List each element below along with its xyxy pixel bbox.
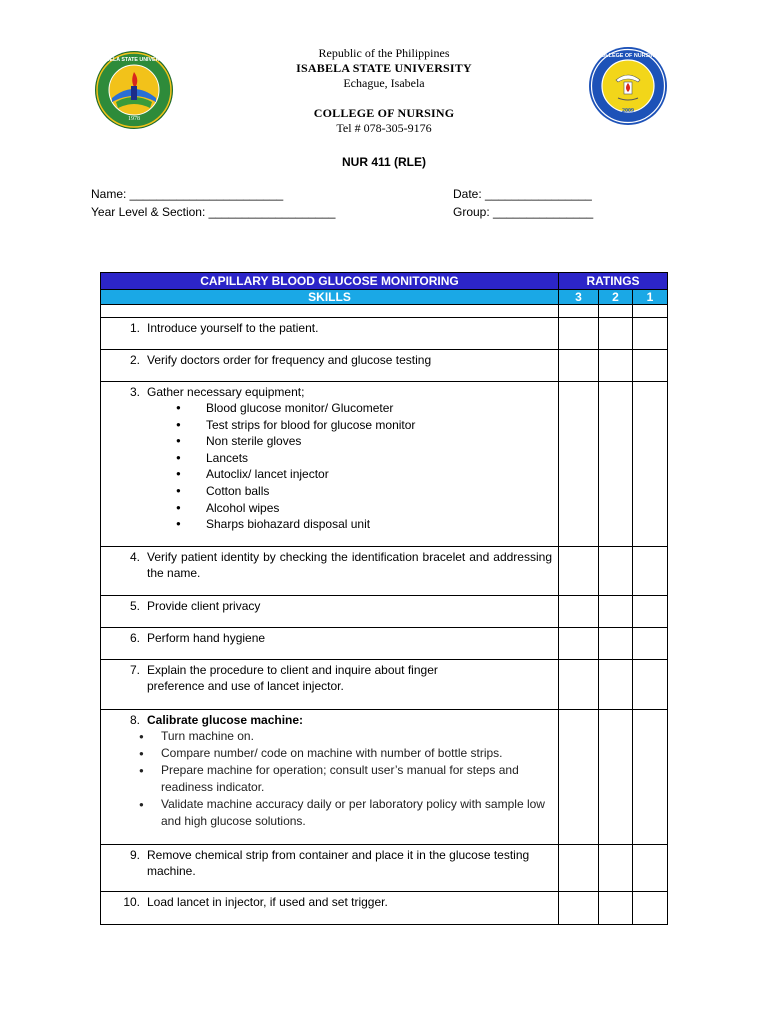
list-item: ● Alcohol wipes	[176, 500, 552, 517]
college-block	[0, 106, 768, 136]
table-row	[101, 628, 668, 660]
list-item: ● Test strips for blood for glucose monitor	[176, 417, 552, 434]
table-row	[101, 350, 668, 382]
course-code: NUR 411 (RLE)	[341, 155, 427, 169]
rating-cell[interactable]	[599, 318, 633, 350]
step-number: 1.	[129, 321, 140, 335]
rating-cell[interactable]	[559, 596, 599, 628]
step-number: 9.	[129, 848, 140, 862]
table-row	[101, 382, 668, 547]
step-text: Provide client privacy	[147, 599, 261, 613]
step-number: 4.	[129, 550, 140, 564]
rating-cell[interactable]	[633, 845, 668, 892]
table-row	[101, 547, 668, 596]
equipment-list	[109, 400, 552, 533]
rating-cell[interactable]	[559, 710, 599, 845]
svg-text:COLLEGE OF NURSING: COLLEGE OF NURSING	[597, 53, 659, 59]
table-row	[101, 892, 668, 925]
ratings-header: RATINGS	[559, 273, 668, 290]
svg-text:2009: 2009	[622, 108, 634, 114]
table-row	[101, 710, 668, 845]
list-item: ● Prepare machine for operation; consult user’s manual for steps and readiness indicator.	[131, 762, 552, 796]
rating-cell[interactable]	[633, 547, 668, 596]
rating-cell[interactable]	[599, 547, 633, 596]
rating-cell[interactable]	[599, 382, 633, 547]
rating-cell[interactable]	[633, 596, 668, 628]
rating-cell[interactable]	[559, 628, 599, 660]
list-item: ● Validate machine accuracy daily or per laboratory policy with sample low and high glucose solutions.	[131, 796, 552, 830]
university-location: Echague, Isabela	[343, 76, 425, 90]
checklist-title: CAPILLARY BLOOD GLUCOSE MONITORING	[101, 273, 559, 290]
skills-checklist-table	[100, 272, 668, 925]
rating-cell[interactable]	[633, 305, 668, 318]
step-number: 2.	[129, 353, 140, 367]
rating-cell[interactable]	[633, 660, 668, 710]
step-text: Gather necessary equipment;	[147, 385, 305, 399]
step-text: Remove chemical strip from container and place it in the glucose testing machine.	[147, 848, 530, 878]
rating-cell[interactable]	[599, 660, 633, 710]
step-text: Verify patient identity by checking the identification bracelet and addressing the name.	[147, 550, 552, 580]
step-text: Calibrate glucose machine:	[147, 713, 304, 727]
letterhead	[0, 46, 768, 91]
rating-cell[interactable]	[559, 892, 599, 925]
list-item: ● Cotton balls	[176, 483, 552, 500]
rating-2-header: 2	[599, 290, 633, 305]
step-number: 6.	[129, 631, 140, 645]
rating-cell[interactable]	[559, 318, 599, 350]
list-item: ● Turn machine on.	[131, 728, 552, 745]
svg-text:ISABELA STATE UNIVERSITY: ISABELA STATE UNIVERSITY	[96, 57, 172, 63]
rating-cell[interactable]	[559, 305, 599, 318]
table-row	[101, 596, 668, 628]
rating-cell[interactable]	[633, 892, 668, 925]
rating-cell[interactable]	[559, 350, 599, 382]
step-text: Introduce yourself to the patient.	[147, 321, 319, 335]
rating-cell[interactable]	[599, 710, 633, 845]
rating-cell[interactable]	[633, 318, 668, 350]
step-text: Verify doctors order for frequency and glucose testing	[147, 353, 432, 367]
step-text: Load lancet in injector, if used and set trigger.	[147, 895, 388, 909]
rating-cell[interactable]	[633, 628, 668, 660]
step-text: Perform hand hygiene	[147, 631, 266, 645]
rating-1-header: 1	[633, 290, 668, 305]
step-text: Explain the procedure to client and inquire about finger preference and use of lancet injector.	[147, 663, 438, 693]
list-item: ● Lancets	[176, 450, 552, 467]
year-level-section-field[interactable]: Year Level & Section: ___________________	[91, 205, 336, 219]
republic-line: Republic of the Philippines	[318, 46, 450, 60]
rating-cell[interactable]	[633, 382, 668, 547]
list-item: ● Sharps biohazard disposal unit	[176, 516, 552, 533]
table-row	[101, 845, 668, 892]
rating-cell[interactable]	[599, 305, 633, 318]
name-field[interactable]: Name: _______________________	[91, 187, 284, 201]
rating-cell[interactable]	[599, 596, 633, 628]
spacer-row	[101, 305, 668, 318]
rating-3-header: 3	[559, 290, 599, 305]
rating-cell[interactable]	[599, 845, 633, 892]
list-item: ● Compare number/ code on machine with number of bottle strips.	[131, 745, 552, 762]
rating-cell[interactable]	[633, 710, 668, 845]
rating-cell[interactable]	[633, 350, 668, 382]
rating-cell[interactable]	[599, 628, 633, 660]
rating-cell[interactable]	[559, 547, 599, 596]
rating-cell[interactable]	[559, 660, 599, 710]
rating-cell[interactable]	[599, 892, 633, 925]
college-telephone: Tel # 078-305-9176	[336, 121, 432, 135]
svg-text:1978: 1978	[128, 116, 140, 122]
table-row	[101, 660, 668, 710]
step-number: 10.	[123, 895, 140, 909]
rating-cell[interactable]	[559, 845, 599, 892]
college-name: COLLEGE OF NURSING	[313, 106, 455, 120]
list-item: ● Blood glucose monitor/ Glucometer	[176, 400, 552, 417]
table-row	[101, 318, 668, 350]
step-number: 7.	[129, 663, 140, 677]
skills-header: SKILLS	[101, 290, 559, 305]
step-number: 5.	[129, 599, 140, 613]
list-item: ● Autoclix/ lancet injector	[176, 466, 552, 483]
calibration-list	[109, 728, 552, 830]
university-name: ISABELA STATE UNIVERSITY	[296, 61, 472, 75]
group-field[interactable]: Group: _______________	[453, 205, 594, 219]
rating-cell[interactable]	[599, 350, 633, 382]
step-number: 8.	[129, 713, 140, 727]
rating-cell[interactable]	[559, 382, 599, 547]
step-number: 3.	[129, 385, 140, 399]
list-item: ● Non sterile gloves	[176, 433, 552, 450]
date-field[interactable]: Date: ________________	[453, 187, 592, 201]
